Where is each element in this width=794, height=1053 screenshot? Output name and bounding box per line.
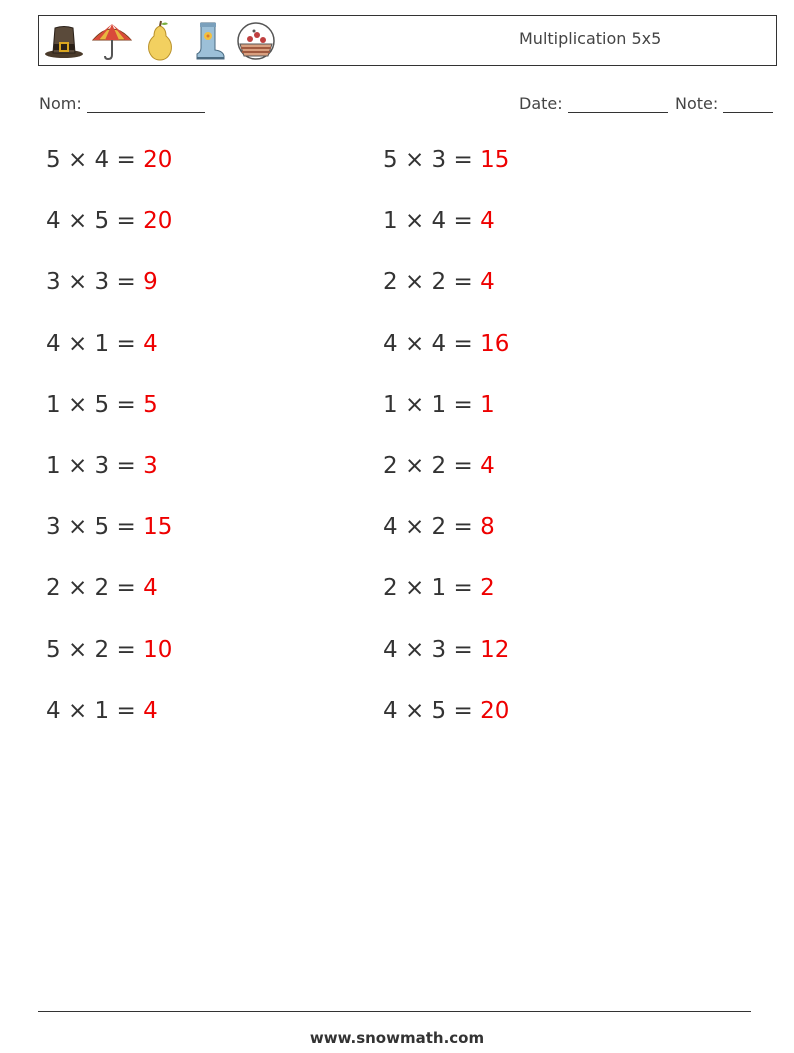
- problem-question: 1 × 4 =: [383, 208, 481, 234]
- problem-left-3: [46, 269, 158, 295]
- problem-left-10: [46, 698, 158, 724]
- problem-question: 5 × 3 =: [383, 147, 481, 173]
- problem-question: 4 × 5 =: [383, 698, 481, 724]
- problem-question: 2 × 1 =: [383, 575, 481, 601]
- name-field: [39, 94, 205, 113]
- problem-question: 2 × 2 =: [383, 269, 481, 295]
- problem-answer: 3: [143, 453, 158, 479]
- note-label: Note:: [675, 94, 719, 113]
- problem-question: 5 × 2 =: [46, 637, 144, 663]
- problem-question: 1 × 3 =: [46, 453, 144, 479]
- problem-left-1: [46, 147, 172, 173]
- problem-answer: 9: [143, 269, 158, 295]
- problem-right-5: [383, 392, 495, 418]
- problem-right-10: [383, 698, 509, 724]
- problem-answer: 2: [480, 575, 495, 601]
- icon-strip: [43, 20, 277, 62]
- problem-left-5: [46, 392, 158, 418]
- problem-answer: 5: [143, 392, 158, 418]
- problem-right-4: [383, 331, 509, 357]
- note-blank[interactable]: [723, 95, 773, 113]
- name-blank[interactable]: [87, 95, 205, 113]
- problem-answer: 4: [143, 698, 158, 724]
- problem-question: 4 × 5 =: [46, 208, 144, 234]
- problem-question: 1 × 1 =: [383, 392, 481, 418]
- problem-question: 5 × 4 =: [46, 147, 144, 173]
- problem-left-7: [46, 514, 172, 540]
- problem-right-7: [383, 514, 495, 540]
- problem-right-3: [383, 269, 495, 295]
- problem-question: 4 × 2 =: [383, 514, 481, 540]
- problem-question: 2 × 2 =: [383, 453, 481, 479]
- rain-boot-icon: [187, 20, 229, 62]
- date-field: [519, 94, 668, 113]
- problem-answer: 12: [480, 637, 510, 663]
- problem-answer: 15: [480, 147, 510, 173]
- worksheet-title: Multiplication 5x5: [519, 29, 662, 48]
- problem-right-1: [383, 147, 509, 173]
- footer-divider: [38, 1011, 751, 1012]
- problem-answer: 4: [480, 453, 495, 479]
- problem-answer: 10: [143, 637, 173, 663]
- problem-question: 2 × 2 =: [46, 575, 144, 601]
- problem-answer: 1: [480, 392, 495, 418]
- problem-question: 4 × 3 =: [383, 637, 481, 663]
- problem-answer: 20: [143, 147, 173, 173]
- pear-icon: [139, 20, 181, 62]
- basket-icon: [235, 20, 277, 62]
- footer-url: www.snowmath.com: [309, 1029, 485, 1047]
- problem-answer: 4: [480, 208, 495, 234]
- problem-left-6: [46, 453, 158, 479]
- problem-question: 1 × 5 =: [46, 392, 144, 418]
- problem-left-8: [46, 575, 158, 601]
- problem-right-9: [383, 637, 509, 663]
- problem-answer: 8: [480, 514, 495, 540]
- problem-right-8: [383, 575, 495, 601]
- problem-right-2: [383, 208, 495, 234]
- problem-answer: 16: [480, 331, 510, 357]
- problem-left-4: [46, 331, 158, 357]
- date-label: Date:: [519, 94, 563, 113]
- problem-question: 4 × 1 =: [46, 331, 144, 357]
- problem-left-9: [46, 637, 172, 663]
- problem-answer: 4: [143, 331, 158, 357]
- note-field: [675, 94, 773, 113]
- problem-right-6: [383, 453, 495, 479]
- name-label: Nom:: [39, 94, 82, 113]
- problem-answer: 4: [143, 575, 158, 601]
- umbrella-icon: [91, 20, 133, 62]
- problem-answer: 4: [480, 269, 495, 295]
- problem-answer: 20: [143, 208, 173, 234]
- problem-question: 4 × 4 =: [383, 331, 481, 357]
- problem-question: 4 × 1 =: [46, 698, 144, 724]
- problem-answer: 15: [143, 514, 173, 540]
- date-blank[interactable]: [568, 95, 668, 113]
- problem-answer: 20: [480, 698, 510, 724]
- pilgrim-hat-icon: [43, 20, 85, 62]
- problem-left-2: [46, 208, 172, 234]
- problem-question: 3 × 3 =: [46, 269, 144, 295]
- problem-question: 3 × 5 =: [46, 514, 144, 540]
- header-box: [38, 15, 777, 66]
